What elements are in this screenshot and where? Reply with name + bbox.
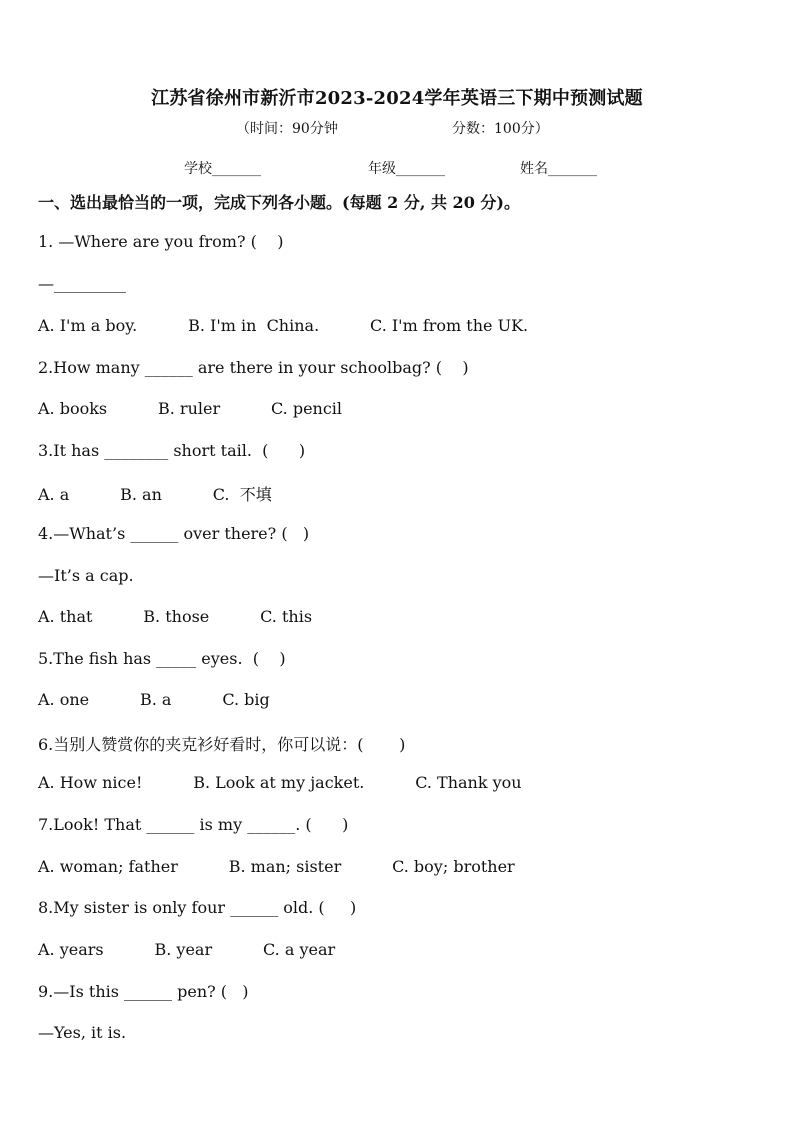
question-6: 6.当别人赞赏你的夹克衫好看时，你可以说：( ) — [38, 735, 406, 754]
question-4: 4.—What’s ______ over there? ( ) — [38, 524, 310, 543]
question-5: 5.The fish has _____ eyes. ( ) — [38, 649, 286, 668]
options-7: A. woman; father B. man; sister C. boy; brother — [38, 857, 515, 876]
question-8: 8.My sister is only four ______ old. ( ) — [38, 898, 357, 917]
options-1: A. I'm a boy. B. I'm in China. C. I'm from the UK. — [38, 316, 529, 335]
exam-time: （时间：90分钟 — [236, 121, 338, 137]
answer-blank-1: —_________ — [38, 274, 126, 293]
options-2: A. books B. ruler C. pencil — [38, 399, 343, 418]
name-field: 姓名_______ — [520, 161, 597, 177]
grade-field: 年级_______ — [368, 161, 445, 177]
options-5: A. one B. a C. big — [38, 690, 270, 709]
answer-4: —It’s a cap. — [38, 566, 134, 585]
question-7: 7.Look! That ______ is my ______. ( ) — [38, 815, 349, 834]
options-3: A. a B. an C. 不填 — [38, 485, 272, 504]
question-1: 1. —Where are you from? ( ) — [38, 232, 284, 251]
question-3: 3.It has ________ short tail. ( ) — [38, 441, 306, 460]
options-6: A. How nice! B. Look at my jacket. C. Thank you — [38, 773, 522, 792]
school-field: 学校_______ — [184, 161, 261, 177]
options-4: A. that B. those C. this — [38, 607, 313, 626]
answer-9: —Yes, it is. — [38, 1023, 127, 1042]
question-9: 9.—Is this ______ pen? ( ) — [38, 982, 249, 1001]
section-title: 一、选出最恰当的一项，完成下列各小题。(每题 2 分, 共 20 分)。 — [38, 193, 520, 212]
exam-score: 分数：100分） — [452, 121, 549, 137]
page-title: 江苏省徐州市新沂市2023-2024学年英语三下期中预测试题 — [151, 88, 643, 109]
question-2: 2.How many ______ are there in your schoolbag? ( ) — [38, 358, 469, 377]
options-8: A. years B. year C. a year — [38, 940, 336, 959]
